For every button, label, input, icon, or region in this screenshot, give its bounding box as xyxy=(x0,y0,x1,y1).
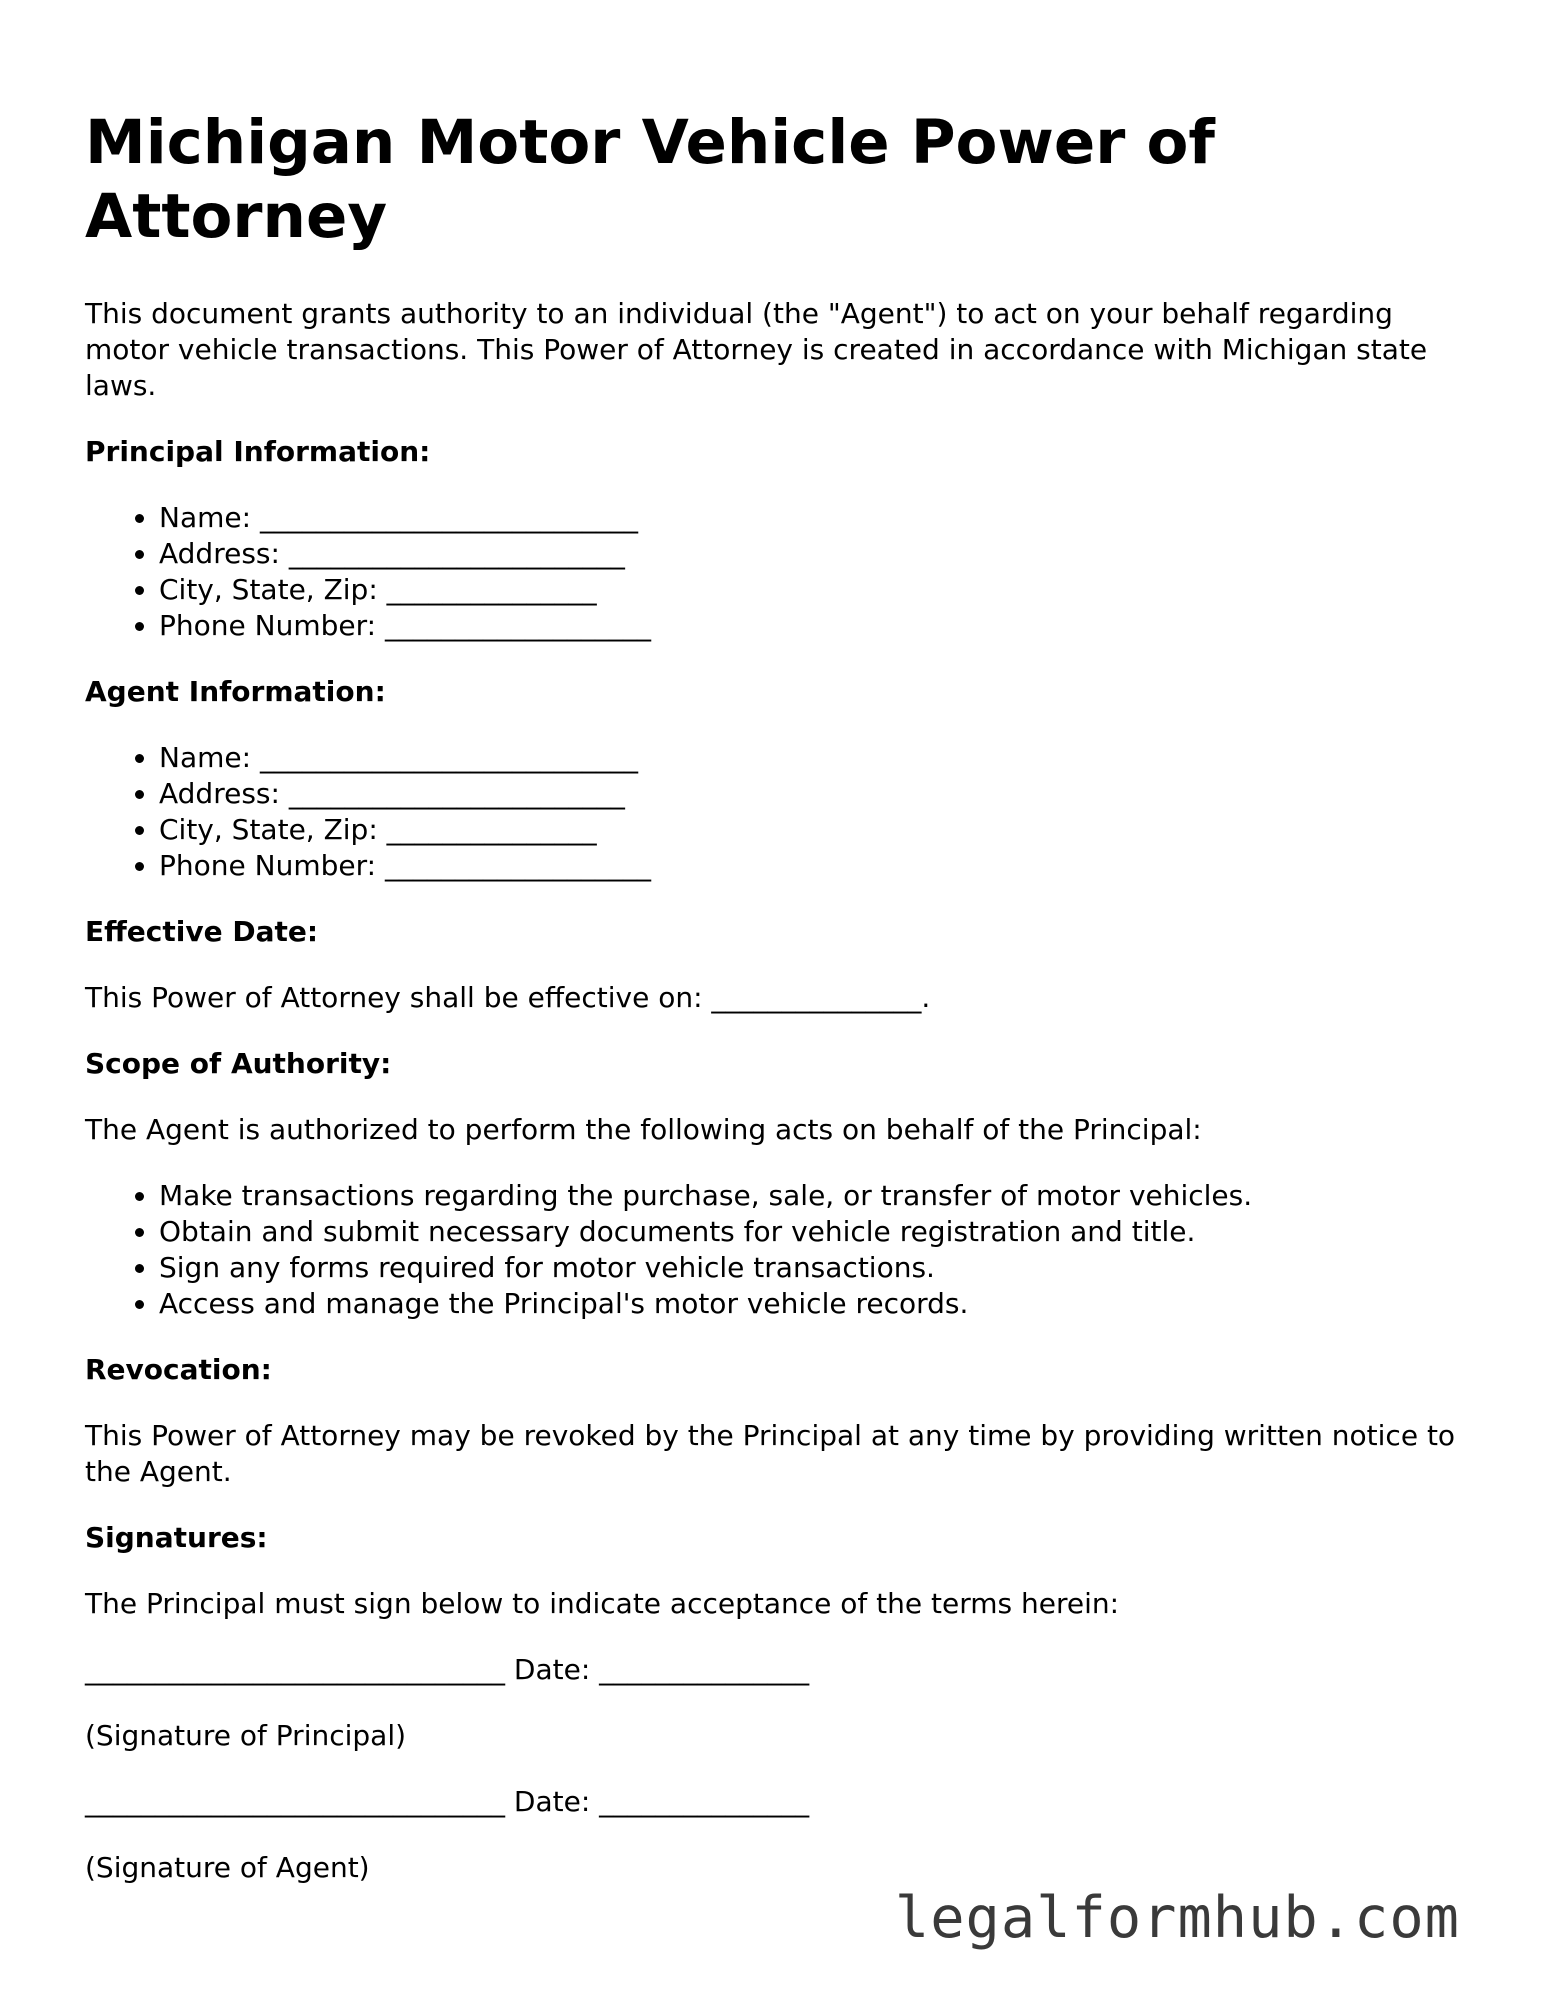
principal-fields-list xyxy=(85,500,1465,644)
revocation-heading: Revocation: xyxy=(85,1353,272,1386)
agent-heading: Agent Information: xyxy=(85,675,386,708)
agent-city-state-zip-field: • City, State, Zip: _______________ xyxy=(159,812,1465,848)
agent-fields-list xyxy=(85,740,1465,884)
principal-heading: Principal Information: xyxy=(85,435,431,468)
signatures-text: The Principal must sign below to indicate acceptance of the terms herein: xyxy=(85,1587,1120,1620)
agent-signature-label: (Signature of Agent) xyxy=(85,1851,370,1884)
scope-item: • Make transactions regarding the purchase, sale, or transfer of motor vehicles. xyxy=(159,1178,1465,1214)
principal-phone-field: • Phone Number: ___________________ xyxy=(159,608,1465,644)
principal-signature-label: (Signature of Principal) xyxy=(85,1719,407,1752)
scope-item: • Access and manage the Principal's motor vehicle records. xyxy=(159,1286,1465,1322)
agent-address-field: • Address: ________________________ xyxy=(159,776,1465,812)
revocation-text: This Power of Attorney may be revoked by the Principal at any time by providing written notice to the Agent. xyxy=(85,1419,1456,1488)
document-page xyxy=(85,106,1465,1916)
intro-paragraph: This document grants authority to an individual (the "Agent") to act on your behalf regarding motor vehicle transactions. This Power of Attorney is created in accordance with Michigan state laws. xyxy=(85,297,1428,402)
principal-city-state-zip-field: • City, State, Zip: _______________ xyxy=(159,572,1465,608)
principal-name-field: • Name: ___________________________ xyxy=(159,500,1465,536)
signatures-heading: Signatures: xyxy=(85,1521,268,1554)
scope-item: • Obtain and submit necessary documents for vehicle registration and title. xyxy=(159,1214,1465,1250)
agent-signature-line: ______________________________ Date: _______________ xyxy=(85,1785,810,1818)
watermark-logo: legalformhub.com xyxy=(894,1885,1460,1951)
effective-date-text: This Power of Attorney shall be effective on: _______________. xyxy=(85,981,931,1014)
scope-item: • Sign any forms required for motor vehicle transactions. xyxy=(159,1250,1465,1286)
principal-address-field: • Address: ________________________ xyxy=(159,536,1465,572)
scope-text: The Agent is authorized to perform the following acts on behalf of the Principal: xyxy=(85,1113,1202,1146)
agent-name-field: • Name: ___________________________ xyxy=(159,740,1465,776)
principal-signature-line: ______________________________ Date: _______________ xyxy=(85,1653,810,1686)
scope-list xyxy=(85,1178,1465,1322)
page-title: Michigan Motor Vehicle Power of Attorney xyxy=(85,107,1215,252)
scope-heading: Scope of Authority: xyxy=(85,1047,392,1080)
effective-date-heading: Effective Date: xyxy=(85,915,319,948)
agent-phone-field: • Phone Number: ___________________ xyxy=(159,848,1465,884)
